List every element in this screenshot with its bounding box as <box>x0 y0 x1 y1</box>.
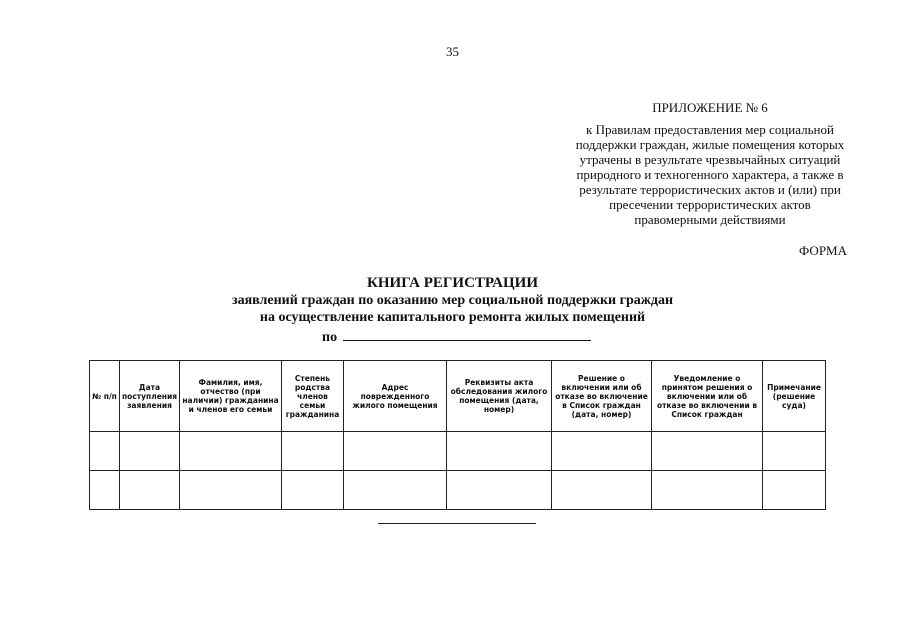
table-cell <box>180 471 282 510</box>
appendix-line: правомерными действиями <box>634 212 786 227</box>
header-address: Адрес поврежденного жилого помещения <box>344 361 447 432</box>
header-full-name: Фамилия, имя, отчество (при наличии) гражданина и членов его семьи <box>180 361 282 432</box>
table-cell <box>282 471 344 510</box>
table-cell <box>652 432 763 471</box>
registration-table <box>89 360 826 510</box>
table-cell <box>344 471 447 510</box>
po-label: по <box>322 330 338 345</box>
table-cell <box>90 471 120 510</box>
document-title: КНИГА РЕГИСТРАЦИИ <box>367 275 538 291</box>
header-note: Примечание (решение суда) <box>763 361 826 432</box>
signature-line <box>378 523 536 524</box>
appendix-line: природного и техногенного характера, а также в <box>576 167 844 182</box>
table-cell <box>180 432 282 471</box>
header-date: Дата поступления заявления <box>120 361 180 432</box>
document-title-block <box>0 275 905 326</box>
table-cell <box>552 471 652 510</box>
header-kinship: Степень родства членов семьи гражданина <box>282 361 344 432</box>
table-cell <box>763 432 826 471</box>
table-header-row <box>90 361 826 432</box>
appendix-title: ПРИЛОЖЕНИЕ № 6 <box>652 100 768 115</box>
appendix-line: результате террористических актов и (или) при <box>579 182 841 197</box>
table-row <box>90 471 826 510</box>
po-blank-line <box>343 327 591 341</box>
table-cell <box>344 432 447 471</box>
table-cell <box>763 471 826 510</box>
table-cell <box>282 432 344 471</box>
table-cell <box>90 432 120 471</box>
document-subtitle-2: на осуществление капитального ремонта жилых помещений <box>259 310 646 325</box>
table-row <box>90 432 826 471</box>
appendix-line: поддержки граждан, жилые помещения которых <box>575 137 845 152</box>
table-cell <box>447 432 552 471</box>
appendix-line: пресечении террористических актов <box>609 197 811 212</box>
header-decision: Решение о включении или об отказе во включение в Список граждан (дата, номер) <box>552 361 652 432</box>
table-cell <box>120 471 180 510</box>
appendix-line: к Правилам предоставления мер социальной <box>586 122 834 137</box>
header-inspection-act: Реквизиты акта обследования жилого помещения (дата, номер) <box>447 361 552 432</box>
appendix-block <box>575 100 845 227</box>
header-notification: Уведомление о принятом решения о включении или об отказе во включении в Список граждан <box>652 361 763 432</box>
table-cell <box>120 432 180 471</box>
header-number: № п/п <box>90 361 120 432</box>
form-label: ФОРМА <box>799 243 847 258</box>
appendix-line: утрачены в результате чрезвычайных ситуаций <box>579 152 841 167</box>
page-number: 35 <box>446 44 459 59</box>
po-line <box>322 327 591 346</box>
table-cell <box>652 471 763 510</box>
table-cell <box>447 471 552 510</box>
table-cell <box>552 432 652 471</box>
document-subtitle-1: заявлений граждан по оказанию мер социальной поддержки граждан <box>231 293 674 308</box>
